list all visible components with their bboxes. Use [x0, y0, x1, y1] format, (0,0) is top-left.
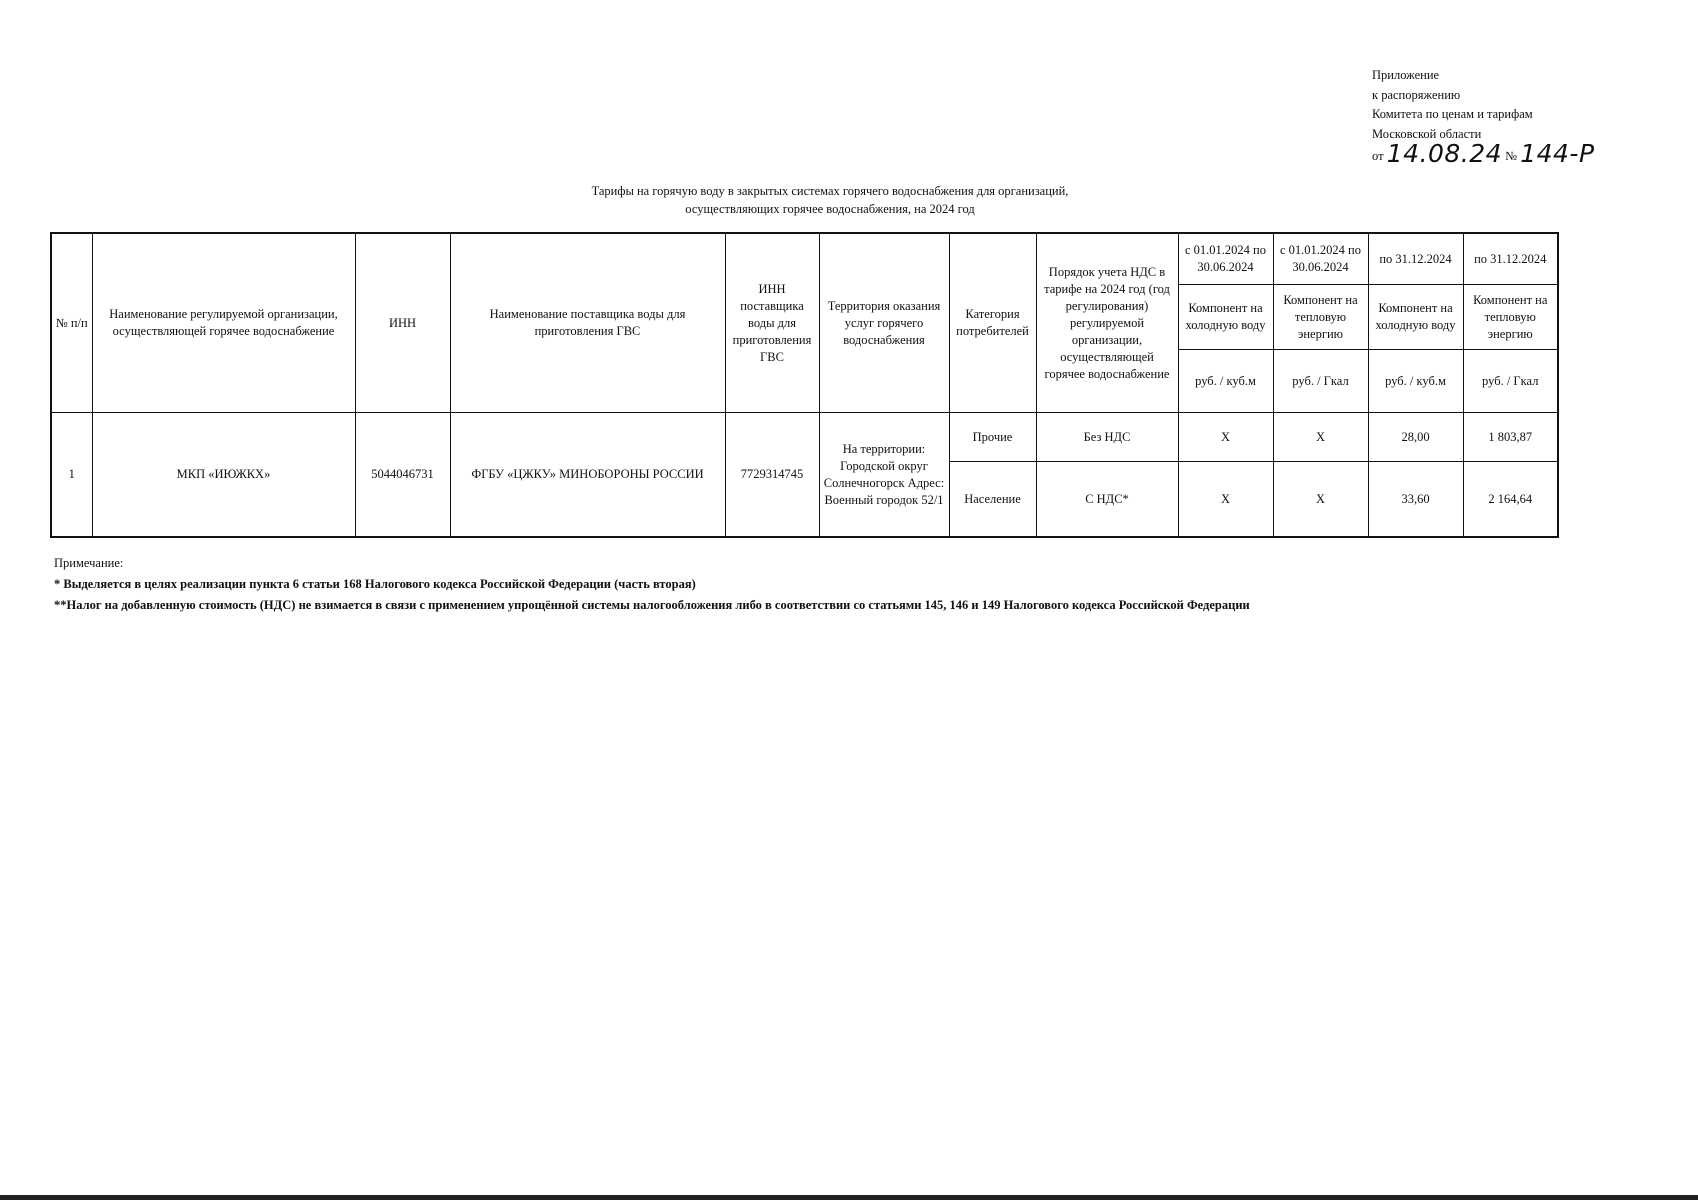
header-supplier-inn: ИНН поставщика воды для приготовления ГВС [725, 233, 819, 413]
note-2: **Налог на добавленную стоимость (НДС) не взимается в связи с применением упрощённой системы налогообложения либо в соответствии со статьями 145, 146 и 149 Налогового кодекса Российской Федерации [54, 598, 1250, 612]
header-period-2: с 01.01.2024 по 30.06.2024 [1273, 233, 1368, 285]
cell-value: Х [1178, 462, 1273, 538]
cell-num: 1 [51, 413, 92, 538]
cell-value: 33,60 [1368, 462, 1463, 538]
cell-vat: С НДС* [1036, 462, 1178, 538]
header-component-cold-2: Компонент на холодную воду [1368, 285, 1463, 350]
handwritten-date: 14.08.24 [1386, 139, 1503, 168]
scan-edge-line [0, 1195, 1698, 1200]
header-territory: Территория оказания услуг горячего водоснабжения [819, 233, 949, 413]
annex-line: Московской области [1372, 126, 1482, 141]
header-unit-heat-1: руб. / Гкал [1273, 350, 1368, 413]
cell-value: Х [1178, 413, 1273, 462]
annex-line: к распоряжению [1372, 87, 1461, 102]
header-unit-cold-2: руб. / куб.м [1368, 350, 1463, 413]
cell-category: Прочие [949, 413, 1036, 462]
header-component-heat-2: Компонент на тепловую энергию [1463, 285, 1558, 350]
cell-value: Х [1273, 462, 1368, 538]
header-supplier-name: Наименование поставщика воды для приготовления ГВС [450, 233, 725, 413]
header-component-heat-1: Компонент на тепловую энергию [1273, 285, 1368, 350]
handwritten-number: 144-Р [1520, 139, 1595, 168]
header-period-1: с 01.01.2024 по 30.06.2024 [1178, 233, 1273, 285]
note-1: * Выделяется в целях реализации пункта 6 статьи 168 Налогового кодекса Российской Федерации (часть вторая) [54, 577, 696, 591]
cell-value: 1 803,87 [1463, 413, 1558, 462]
header-period-3: по 31.12.2024 [1368, 233, 1463, 285]
cell-supplier-inn: 7729314745 [725, 413, 819, 538]
header-inn: ИНН [355, 233, 450, 413]
cell-value: Х [1273, 413, 1368, 462]
cell-vat: Без НДС [1036, 413, 1178, 462]
header-org-name: Наименование регулируемой организации, осуществляющей горячее водоснабжение [92, 233, 355, 413]
header-period-4: по 31.12.2024 [1463, 233, 1558, 285]
annex-line: Приложение [1372, 68, 1440, 82]
cell-category: Население [949, 462, 1036, 538]
notes-block [54, 553, 1250, 616]
annex-block [1372, 66, 1595, 167]
cell-supplier-name: ФГБУ «ЦЖКУ» МИНОБОРОНЫ РОССИИ [450, 413, 725, 538]
title-line-2: осуществляющих горячее водоснабжения, на 2024 год [685, 202, 975, 216]
notes-heading: Примечание: [54, 556, 124, 570]
table-row [51, 413, 1558, 462]
document-title [440, 182, 1220, 218]
header-unit-heat-2: руб. / Гкал [1463, 350, 1558, 413]
annex-line: Комитета по ценам и тарифам [1372, 107, 1533, 121]
tariffs-table [50, 232, 1559, 538]
cell-org-name: МКП «ИЮЖКХ» [92, 413, 355, 538]
header-component-cold-1: Компонент на холодную воду [1178, 285, 1273, 350]
title-line-1: Тарифы на горячую воду в закрытых системах горячего водоснабжения для организаций, [591, 184, 1069, 198]
number-prefix: № [1505, 149, 1518, 163]
date-prefix: от [1372, 149, 1384, 163]
cell-inn: 5044046731 [355, 413, 450, 538]
annex-date-line [1372, 139, 1595, 168]
cell-value: 2 164,64 [1463, 462, 1558, 538]
header-vat: Порядок учета НДС в тарифе на 2024 год (год регулирования) регулируемой организации, осуществляющей горячее водоснабжение [1036, 233, 1178, 413]
cell-territory: На территории: Городской округ Солнечногорск Адрес: Военный городок 52/1 [819, 413, 949, 538]
header-category: Категория потребителей [949, 233, 1036, 413]
cell-value: 28,00 [1368, 413, 1463, 462]
header-num: № п/п [51, 233, 92, 413]
header-unit-cold-1: руб. / куб.м [1178, 350, 1273, 413]
